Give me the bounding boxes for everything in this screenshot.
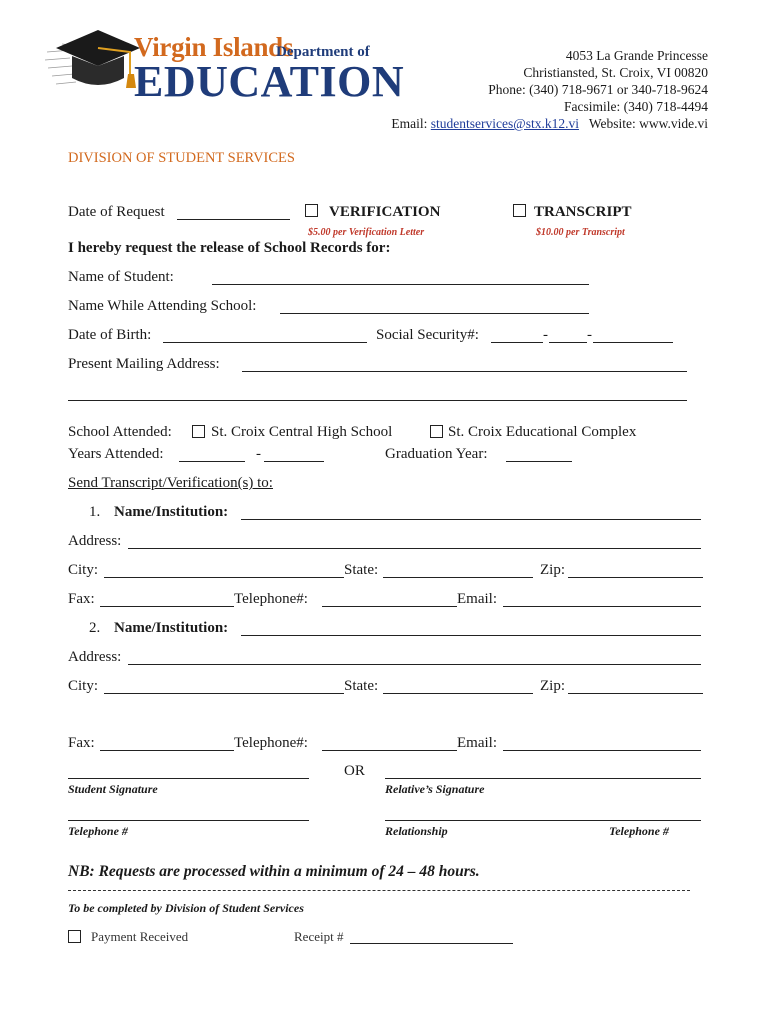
recipient-2-state-label: State: <box>344 678 379 694</box>
logo-line2: EDUCATION <box>134 57 405 106</box>
recipient-1-address-field[interactable] <box>128 548 701 549</box>
central-high-label: St. Croix Central High School <box>211 424 393 440</box>
address-line1: 4053 La Grande Princesse <box>565 48 708 63</box>
mailing-address-field-2[interactable] <box>68 400 687 401</box>
transcript-price: $10.00 per Transcript <box>536 227 625 238</box>
educational-complex-label: St. Croix Educational Complex <box>448 424 637 440</box>
recipient-2-institution-label: Name/Institution: <box>114 620 229 636</box>
mailing-address-field[interactable] <box>242 371 687 372</box>
student-signature-field[interactable] <box>68 778 309 779</box>
dob-label: Date of Birth: <box>68 327 152 343</box>
date-of-request-label: Date of Request <box>68 204 165 220</box>
division-title: DIVISION OF STUDENT SERVICES <box>68 150 295 166</box>
educational-complex-checkbox[interactable] <box>430 424 443 442</box>
recipient-2-email-field[interactable] <box>503 750 701 751</box>
recipient-2-fax-field[interactable] <box>100 750 234 751</box>
recipient-2-city-label: City: <box>68 678 99 694</box>
recipient-1-institution-field[interactable] <box>241 519 701 520</box>
recipient-2-email-label: Email: <box>457 735 497 751</box>
office-use-heading: To be completed by Division of Student Services <box>68 901 304 915</box>
checkbox-icon <box>68 930 81 943</box>
or-label: OR <box>344 763 365 779</box>
recipient-1-city-field[interactable] <box>104 577 344 578</box>
checkbox-icon <box>192 425 205 438</box>
processing-note: NB: Requests are processed within a minimum of 24 – 48 hours. <box>68 863 480 880</box>
website-text: Website: www.vide.vi <box>588 116 708 131</box>
recipient-1-state-field[interactable] <box>383 577 533 578</box>
logo-line1: Virgin Islands <box>134 32 294 62</box>
school-attended-label: School Attended: <box>68 424 172 440</box>
recipient-1-telephone-label: Telephone#: <box>234 591 308 607</box>
recipient-2-zip-field[interactable] <box>568 693 703 694</box>
receipt-label: Receipt # <box>294 929 344 944</box>
recipient-1-number: 1. <box>89 504 101 520</box>
relationship-label: Relationship <box>385 824 448 838</box>
recipient-1-address-label: Address: <box>68 533 122 549</box>
email-label: Email: <box>391 116 428 131</box>
name-while-attending-label: Name While Attending School: <box>68 298 257 314</box>
recipient-1-email-field[interactable] <box>503 606 701 607</box>
student-telephone-field[interactable] <box>68 820 309 821</box>
divider <box>68 890 690 891</box>
recipient-1-state-label: State: <box>344 562 379 578</box>
relative-signature-field[interactable] <box>385 778 701 779</box>
dob-field[interactable] <box>163 342 367 343</box>
central-high-checkbox[interactable] <box>192 424 205 442</box>
ssn-separator: - <box>587 327 592 343</box>
relative-telephone-label: Telephone # <box>609 824 669 838</box>
recipient-2-institution-field[interactable] <box>241 635 701 636</box>
years-from-field[interactable] <box>179 461 245 462</box>
phone-line: Phone: (340) 718-9671 or 340-718-9624 <box>488 82 708 97</box>
recipient-1-email-label: Email: <box>457 591 497 607</box>
recipient-2-telephone-label: Telephone#: <box>234 735 308 751</box>
recipient-2-city-field[interactable] <box>104 693 344 694</box>
years-separator: - <box>256 446 261 462</box>
ssn-field-2[interactable] <box>549 342 587 343</box>
recipient-1-institution-label: Name/Institution: <box>114 504 229 520</box>
recipient-2-state-field[interactable] <box>383 693 533 694</box>
years-attended-label: Years Attended: <box>68 446 164 462</box>
date-of-request-field[interactable] <box>177 219 290 220</box>
ssn-separator: - <box>543 327 548 343</box>
payment-received-checkbox[interactable] <box>68 929 81 947</box>
recipient-2-number: 2. <box>89 620 101 636</box>
recipient-2-address-field[interactable] <box>128 664 701 665</box>
years-to-field[interactable] <box>264 461 324 462</box>
checkbox-icon <box>430 425 443 438</box>
name-while-attending-field[interactable] <box>280 313 589 314</box>
checkbox-icon <box>513 204 526 217</box>
recipient-1-telephone-field[interactable] <box>322 606 457 607</box>
send-to-heading: Send Transcript/Verification(s) to: <box>68 475 273 491</box>
checkbox-icon <box>305 204 318 217</box>
graduation-year-label: Graduation Year: <box>385 446 488 462</box>
verification-label: VERIFICATION <box>329 204 441 220</box>
student-name-label: Name of Student: <box>68 269 174 285</box>
recipient-2-address-label: Address: <box>68 649 122 665</box>
relationship-field[interactable] <box>385 820 701 821</box>
student-telephone-label: Telephone # <box>68 824 128 838</box>
recipient-1-city-label: City: <box>68 562 99 578</box>
contact-block <box>391 47 708 132</box>
graduation-cap-icon <box>42 22 142 100</box>
ssn-field-3[interactable] <box>593 342 673 343</box>
mailing-address-label: Present Mailing Address: <box>68 356 220 372</box>
relative-signature-label: Relative’s Signature <box>385 782 485 796</box>
email-link[interactable]: studentservices@stx.k12.vi <box>430 116 579 131</box>
graduation-year-field[interactable] <box>506 461 572 462</box>
fax-line: Facsimile: (340) 718-4494 <box>564 99 708 114</box>
email-line <box>391 115 708 132</box>
recipient-1-fax-field[interactable] <box>100 606 234 607</box>
release-heading: I hereby request the release of School Records for: <box>68 240 391 256</box>
recipient-1-zip-field[interactable] <box>568 577 703 578</box>
verification-price: $5.00 per Verification Letter <box>308 227 425 238</box>
logo-line1b: Department of <box>276 44 370 60</box>
recipient-2-telephone-field[interactable] <box>322 750 457 751</box>
student-signature-label: Student Signature <box>68 782 158 796</box>
ssn-label: Social Security#: <box>376 327 479 343</box>
ssn-field-1[interactable] <box>491 342 543 343</box>
recipient-1-fax-label: Fax: <box>68 591 95 607</box>
student-name-field[interactable] <box>212 284 589 285</box>
recipient-1-zip-label: Zip: <box>540 562 565 578</box>
transcript-checkbox[interactable] <box>513 203 526 221</box>
recipient-2-fax-label: Fax: <box>68 735 95 751</box>
receipt-field[interactable] <box>350 943 513 944</box>
transcript-label: TRANSCRIPT <box>534 204 632 220</box>
recipient-2-zip-label: Zip: <box>540 678 565 694</box>
address-line2: Christiansted, St. Croix, VI 00820 <box>523 65 708 80</box>
verification-checkbox[interactable] <box>305 203 318 221</box>
payment-received-label: Payment Received <box>91 929 189 944</box>
